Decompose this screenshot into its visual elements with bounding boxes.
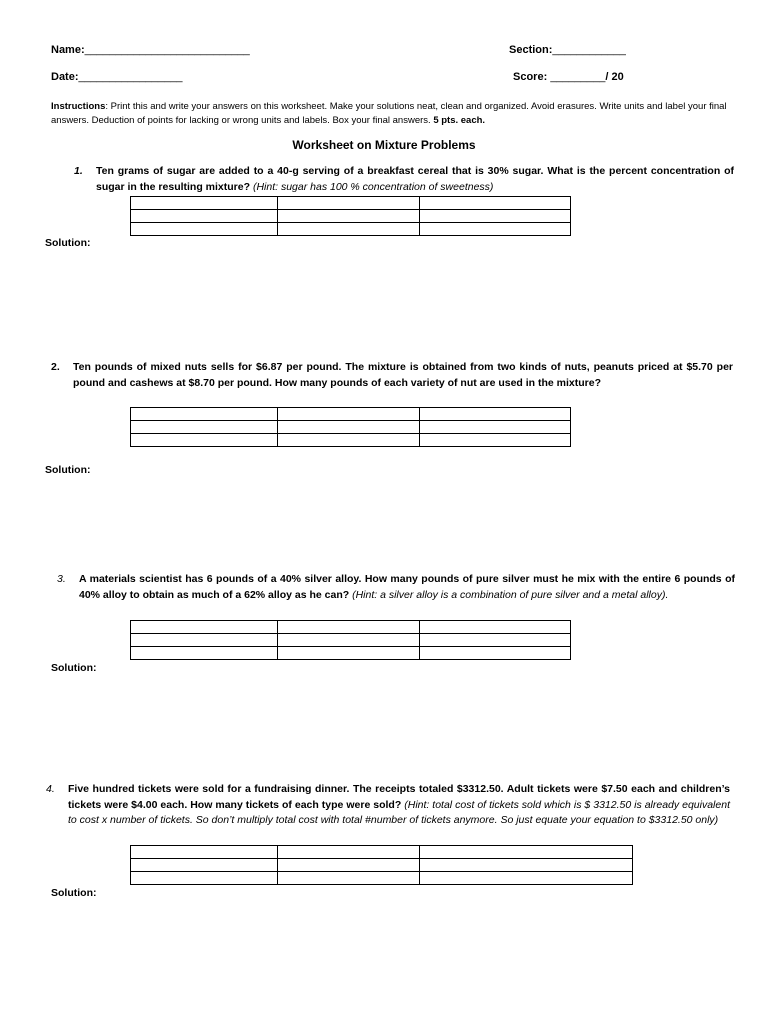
answer-table-4[interactable]: [130, 845, 633, 885]
table-row: [131, 197, 571, 210]
answer-table-1[interactable]: [130, 196, 571, 236]
table-row: [131, 647, 571, 660]
solution-label-2: Solution:: [45, 464, 91, 476]
name-field[interactable]: [51, 44, 250, 56]
solution-label-4: Solution:: [51, 887, 97, 899]
table-row: [131, 210, 571, 223]
question-number: 4.: [46, 783, 55, 795]
score-label: Score:: [513, 71, 548, 83]
score-line: _________: [550, 71, 606, 83]
table-row: [131, 408, 571, 421]
solution-label-1: Solution:: [45, 237, 91, 249]
name-label: Name:: [51, 44, 85, 56]
section-label: Section:: [509, 44, 553, 56]
section-line: ____________: [552, 44, 626, 56]
table-row: [131, 872, 633, 885]
table-row: [131, 223, 571, 236]
instructions-label: Instructions: [51, 101, 106, 112]
table-row: [131, 434, 571, 447]
question-hint: (Hint: a silver alloy is a combination of pure silver and a metal alloy).: [349, 588, 669, 601]
solution-label-3: Solution:: [51, 662, 97, 674]
question-text: Five hundred tickets were sold for a fundraising dinner. The receipts totaled $3312.50. Adult tickets were $7.50 each and children’s tickets were $4.00 each. How many tickets of each type were sold?: [68, 783, 730, 811]
score-field[interactable]: [513, 71, 624, 83]
answer-table-2[interactable]: [130, 407, 571, 447]
table-row: [131, 634, 571, 647]
question-number: 3.: [57, 573, 66, 585]
question-1: [74, 164, 734, 195]
answer-table-3[interactable]: [130, 620, 571, 660]
name-line: ___________________________: [84, 44, 250, 56]
question-hint: (Hint: sugar has 100 % concentration of sweetness): [250, 180, 494, 193]
question-3: [57, 572, 735, 603]
table-row: [131, 621, 571, 634]
table-row: [131, 421, 571, 434]
question-text: A materials scientist has 6 pounds of a 40% silver alloy. How many pounds of pure silver must he mix with the entire 6 pounds of 40% alloy to obtain as much of a 62% alloy as he can?: [79, 573, 735, 601]
table-row: [131, 846, 633, 859]
instructions-points: 5 pts. each.: [433, 115, 486, 126]
question-2: [51, 360, 733, 391]
date-line: _________________: [78, 71, 183, 83]
instructions-text: : Print this and write your answers on this worksheet. Make your solutions neat, clean and organized. Avoid erasures. Write units and label your final answers. Deduction of points for lacking or wrong units and labels. Box your final answers.: [51, 101, 727, 126]
worksheet-title: Worksheet on Mixture Problems: [292, 138, 476, 152]
date-label: Date:: [51, 71, 79, 83]
table-row: [131, 859, 633, 872]
question-4: [46, 782, 730, 829]
section-field[interactable]: [509, 44, 626, 56]
date-field[interactable]: [51, 71, 183, 83]
question-hint: (Hint: total cost of tickets sold which is $ 3312.50 is already equivalent to cost x number of tickets. So don’t multiply total cost with total #number of tickets anymore. So just equate your equation to $3312.50 only): [68, 798, 730, 826]
question-text: Ten pounds of mixed nuts sells for $6.87 per pound. The mixture is obtained from two kinds of nuts, peanuts priced at $5.70 per pound and cashews at $8.70 per pound. How many pounds of each variety of nut are used in the mixture?: [73, 361, 733, 389]
question-number: 2.: [51, 361, 60, 373]
question-number: 1.: [74, 165, 83, 177]
instructions: [51, 100, 741, 128]
score-total: / 20: [605, 71, 624, 83]
question-text: Ten grams of sugar are added to a 40-g serving of a breakfast cereal that is 30% sugar. What is the percent concentration of sugar in the resulting mixture?: [96, 165, 734, 193]
